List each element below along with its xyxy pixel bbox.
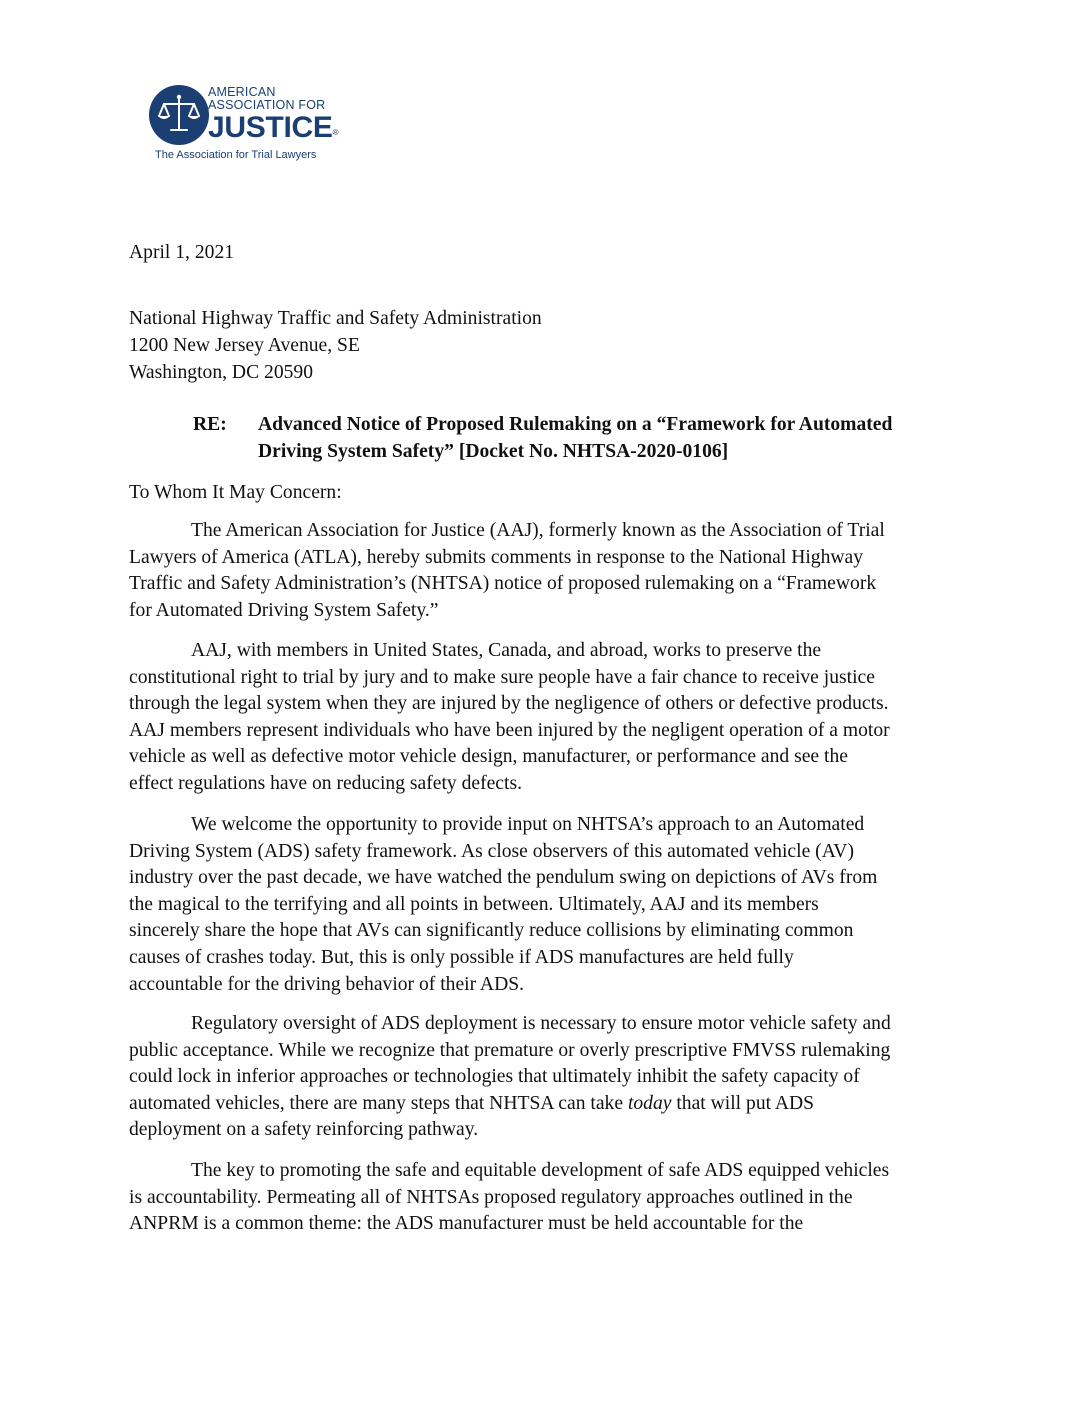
re-subject-line: Advanced Notice of Proposed Rulemaking on a “Framework for Automated <box>258 414 893 435</box>
recipient-address <box>129 306 542 386</box>
paragraph-line <box>129 1091 959 1118</box>
paragraph-line: ANPRM is a common theme: the ADS manufacturer must be held accountable for the <box>129 1213 804 1235</box>
paragraph-line: the magical to the terrifying and all points in between. Ultimately, AAJ and its members <box>129 893 819 915</box>
logo-line-american: AMERICAN <box>208 85 276 99</box>
paragraph-line: through the legal system when they are injured by the negligence of others or defective products. <box>129 693 889 715</box>
emphasis-today: today <box>627 1092 672 1114</box>
paragraph-line: industry over the past decade, we have watched the pendulum swing on depictions of AVs from <box>129 867 878 889</box>
aaj-logo <box>148 84 388 164</box>
paragraph-line: public acceptance. While we recognize that premature or overly prescriptive FMVSS rulemaking <box>129 1039 891 1061</box>
logo-wordmark <box>208 86 338 148</box>
paragraph-line: effect regulations have on reducing safety defects. <box>129 772 522 794</box>
scales-of-justice-icon <box>148 84 210 146</box>
registered-mark: ® <box>332 128 339 137</box>
paragraph-line: Regulatory oversight of ADS deployment is necessary to ensure motor vehicle safety and <box>191 1013 891 1034</box>
paragraph-line: constitutional right to trial by jury and to make sure people have a fair chance to receive justice <box>129 666 875 688</box>
salutation: To Whom It May Concern: <box>129 482 342 503</box>
re-label: RE: <box>193 414 227 435</box>
paragraph-line: We welcome the opportunity to provide input on NHTSA’s approach to an Automated <box>191 814 865 835</box>
address-line: 1200 New Jersey Avenue, SE <box>129 334 360 356</box>
paragraph-regulatory-oversight <box>129 1011 959 1144</box>
letter-date: April 1, 2021 <box>129 242 235 263</box>
logo-tagline: The Association for Trial Lawyers <box>155 149 317 161</box>
paragraph-line: vehicle as well as defective motor vehicle design, manufacturer, or performance and see the <box>129 746 848 768</box>
address-line: Washington, DC 20590 <box>129 361 314 383</box>
paragraph-line: for Automated Driving System Safety.” <box>129 599 439 621</box>
paragraph-line: is accountability. Permeating all of NHTSAs proposed regulatory approaches outlined in the <box>129 1186 853 1208</box>
paragraph-line: AAJ, with members in United States, Canada, and abroad, works to preserve the <box>191 640 822 661</box>
logo-justice-text: JUSTICE <box>208 111 333 144</box>
text-run: that will put ADS <box>671 1092 815 1114</box>
paragraph-line: The key to promoting the safe and equitable development of safe ADS equipped vehicles <box>191 1160 890 1181</box>
paragraph-line: causes of crashes today. But, this is only possible if ADS manufactures are held fully <box>129 946 794 968</box>
logo-line-association: ASSOCIATION FOR <box>208 98 326 112</box>
paragraph-line: AAJ members represent individuals who have been injured by the negligent operation of a motor <box>129 719 890 741</box>
paragraph-line: Lawyers of America (ATLA), hereby submits comments in response to the National Highway <box>129 546 864 568</box>
paragraph-line: deployment on a safety reinforcing pathway. <box>129 1119 479 1141</box>
paragraph-line: sincerely share the hope that AVs can significantly reduce collisions by eliminating common <box>129 920 854 942</box>
paragraph-line: Driving System (ADS) safety framework. As close observers of this automated vehicle (AV) <box>129 840 854 862</box>
paragraph-introduction <box>129 518 959 624</box>
re-subject <box>258 412 892 465</box>
paragraph-line: could lock in inferior approaches or technologies that ultimately inhibit the safety capacity of <box>129 1066 860 1088</box>
paragraph-line: Traffic and Safety Administration’s (NHTSA) notice of proposed rulemaking on a “Framework <box>129 573 877 595</box>
paragraph-line: accountable for the driving behavior of their ADS. <box>129 973 525 995</box>
text-run: automated vehicles, there are many steps that NHTSA can take <box>129 1092 628 1114</box>
paragraph-line: The American Association for Justice (AAJ), formerly known as the Association of Trial <box>191 520 885 541</box>
logo-line-justice <box>208 112 338 148</box>
address-line: National Highway Traffic and Safety Administration <box>129 308 542 329</box>
paragraph-welcome <box>129 812 959 998</box>
paragraph-accountability <box>129 1158 959 1238</box>
re-subject-line: Driving System Safety” [Docket No. NHTSA-2020-0106] <box>258 440 729 462</box>
paragraph-about-aaj <box>129 638 959 798</box>
